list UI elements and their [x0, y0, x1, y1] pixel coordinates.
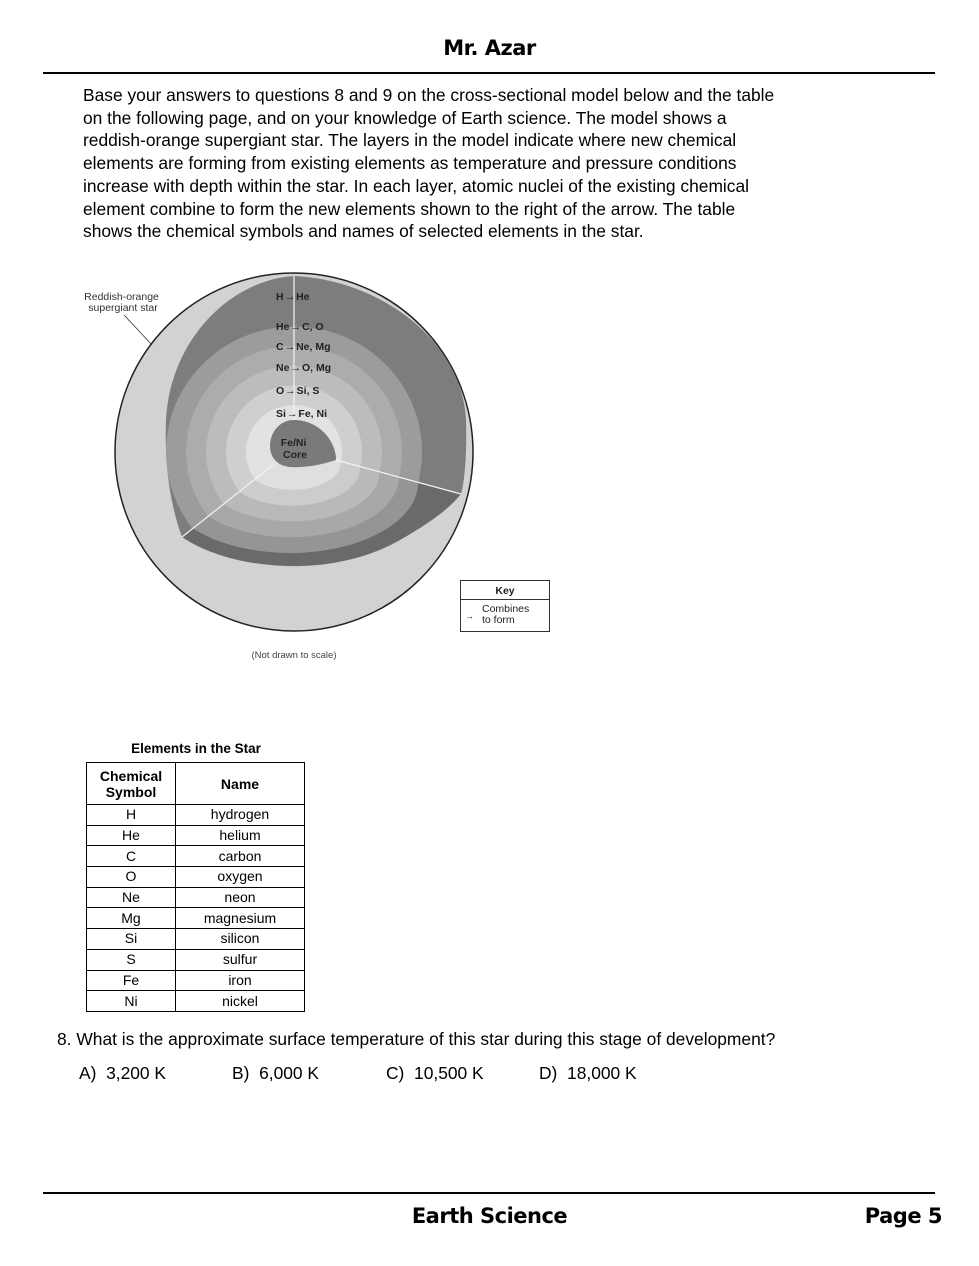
layer-label: He→C, O: [276, 321, 324, 333]
choice-a[interactable]: [79, 1063, 166, 1084]
cell-name: sulfur: [176, 949, 305, 970]
footer-divider: [43, 1192, 935, 1194]
intro-line: shows the chemical symbols and names of selected elements in the star.: [83, 221, 644, 242]
footer-subject: Earth Science: [411, 1204, 568, 1228]
cell-name: neon: [176, 887, 305, 908]
cell-name: iron: [176, 970, 305, 991]
header-text: Chemical Symbol: [99, 767, 163, 800]
cell-symbol: H: [87, 805, 176, 826]
cell-symbol: O: [87, 867, 176, 888]
diagram-key: [461, 581, 550, 632]
choice-letter: C): [386, 1063, 405, 1083]
key-description: Combines to form: [482, 603, 530, 626]
layer-label: O→Si, S: [276, 385, 320, 397]
arrow-icon: →: [465, 611, 474, 621]
core-label: Fe/Ni Core: [280, 437, 307, 461]
intro-line: on the following page, and on your knowledge of Earth science. The model shows a: [83, 107, 727, 128]
elements-table: [86, 762, 305, 1012]
cell-symbol: Fe: [87, 970, 176, 991]
footer-page-number: Page 5: [864, 1204, 942, 1228]
table-header-row: [87, 763, 305, 805]
star-label-pointer: [124, 315, 152, 345]
table-row: [87, 887, 305, 908]
intro-line: Base your answers to questions 8 and 9 on the cross-sectional model below and the table: [83, 85, 775, 105]
choice-value: 6,000 K: [259, 1063, 320, 1083]
table-row: [87, 908, 305, 929]
choice-d[interactable]: [539, 1063, 637, 1084]
table-row: [87, 991, 305, 1012]
cell-symbol: He: [87, 825, 176, 846]
cell-symbol: Ni: [87, 991, 176, 1012]
intro-line: reddish-orange supergiant star. The layers in the model indicate where new chemical: [83, 130, 737, 151]
question-number: 8.: [57, 1029, 72, 1049]
cell-name: silicon: [176, 929, 305, 950]
intro-line: increase with depth within the star. In each layer, atomic nuclei of the existing chemical: [83, 175, 750, 196]
column-header-symbol: [87, 763, 176, 805]
cell-name: hydrogen: [176, 805, 305, 826]
table-row: [87, 846, 305, 867]
cell-symbol: Mg: [87, 908, 176, 929]
cutaway-layers: [166, 276, 467, 566]
choice-letter: A): [79, 1063, 97, 1083]
layer-label: C→Ne, Mg: [276, 341, 331, 353]
table-row: [87, 805, 305, 826]
layer-label: Si→Fe, Ni: [276, 408, 328, 420]
choice-letter: B): [232, 1063, 250, 1083]
scale-note: (Not drawn to scale): [251, 650, 337, 661]
question-text: What is the approximate surface temperature of this star during this stage of development?: [76, 1029, 776, 1049]
table-row: [87, 825, 305, 846]
star-label: Reddish-orange supergiant star: [84, 291, 159, 314]
choice-b[interactable]: [232, 1063, 319, 1084]
choice-value: 3,200 K: [106, 1063, 167, 1083]
choice-value: 10,500 K: [414, 1063, 484, 1083]
intro-line: element combine to form the new elements shown to the right of the arrow. The table: [83, 198, 736, 219]
cell-name: oxygen: [176, 867, 305, 888]
choice-c[interactable]: [386, 1063, 484, 1084]
table-row: [87, 949, 305, 970]
cell-name: carbon: [176, 846, 305, 867]
column-header-name: Name: [176, 763, 305, 805]
table-row: [87, 970, 305, 991]
cell-symbol: C: [87, 846, 176, 867]
cell-name: magnesium: [176, 908, 305, 929]
question-8: [57, 1029, 775, 1050]
choice-value: 18,000 K: [567, 1063, 637, 1083]
table-title: Elements in the Star: [131, 741, 261, 756]
page-header-title: Mr. Azar: [443, 36, 536, 60]
key-title: Key: [495, 585, 515, 597]
layer-label: Ne→O, Mg: [276, 362, 332, 374]
choice-letter: D): [539, 1063, 558, 1083]
cell-name: nickel: [176, 991, 305, 1012]
intro-line: elements are forming from existing elements as temperature and pressure conditions: [83, 153, 737, 174]
cell-symbol: S: [87, 949, 176, 970]
layer-label: H→He: [276, 291, 310, 303]
table-row: [87, 929, 305, 950]
table-row: [87, 867, 305, 888]
cell-symbol: Si: [87, 929, 176, 950]
cell-name: helium: [176, 825, 305, 846]
cell-symbol: Ne: [87, 887, 176, 908]
